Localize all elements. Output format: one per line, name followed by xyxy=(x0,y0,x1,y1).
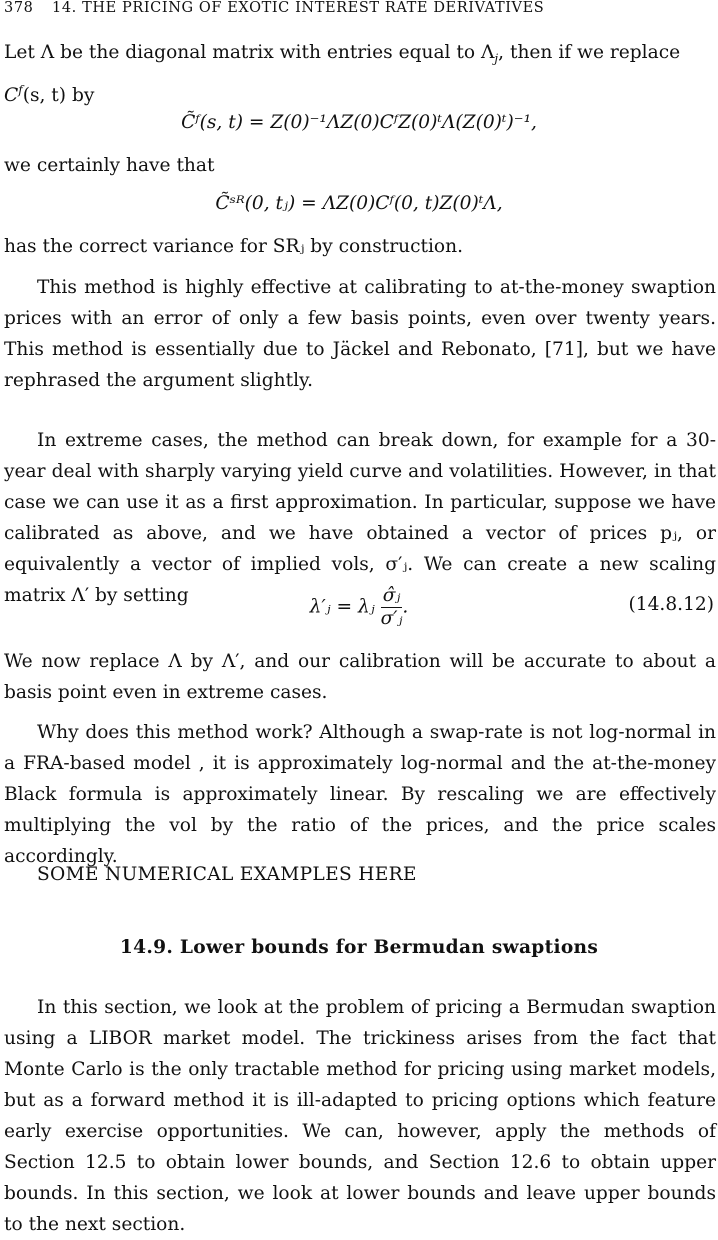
equation-3-lhs: λ′ⱼ = λⱼ xyxy=(309,596,375,618)
equation-3-denominator: σ′ⱼ xyxy=(380,608,403,629)
text-correct-variance: has the correct variance for SRⱼ by construction. xyxy=(4,236,463,257)
numerical-examples-placeholder: SOME NUMERICAL EXAMPLES HERE xyxy=(37,864,417,885)
equation-14-8-12 xyxy=(0,585,718,630)
paragraph-calibration-effective: This method is highly effective at calibrating to at-the-money swaption prices with an error of only a few basis points, even over twenty years. This method is essentially due to Jäckel and Rebonato, [71], but we have rephrased the argument slightly. xyxy=(4,277,716,391)
section-heading-14-9: 14.9. Lower bounds for Bermudan swaptions xyxy=(119,937,599,958)
running-header xyxy=(4,0,714,20)
equation-3-fraction xyxy=(381,585,403,630)
intro-text-2: , then if we replace xyxy=(498,42,681,63)
intro-symbol-c: C xyxy=(4,84,19,106)
paragraph-bermudan-intro: In this section, we look at the problem of pricing a Bermudan swaption using a LIBOR market model. The trickiness arises from the fact that Monte Carlo is the only tractable method for pricing using market models, but as a forward method it is ill-adapted to pricing options which feature early exercise opportunities. We can, however, apply the methods of Section 12.5 to obtain lower bounds, and Section 12.6 to obtain upper bounds. In this section, we look at lower bounds and leave upper bounds to the next section. xyxy=(4,997,716,1235)
equation-number: (14.8.12) xyxy=(628,594,714,615)
intro-text-3: (s, t) by xyxy=(22,84,95,106)
equation-3-tail: . xyxy=(402,596,409,618)
page-number: 378 xyxy=(4,0,34,16)
paragraph-extreme-cases: In extreme cases, the method can break down, for example for a 30-year deal with sharply varying yield curve and volatilities. However, in that case we can use it as a first approximation. In particular, suppose we have calibrated as above, and we have obtained a vector of prices pⱼ, or equivalently a vector of implied vols, σ′ⱼ. We can create a new scaling matrix Λ′ by setting xyxy=(4,430,716,606)
running-head-title: 14. THE PRICING OF EXOTIC INTEREST RATE DERIVATIVES xyxy=(52,0,545,16)
equation-2: C̃ˢᴿ(0, tⱼ) = ΛZ(0)Cᶠ(0, t)Z(0)ᵗΛ, xyxy=(215,193,503,214)
paragraph-why-method-works: Why does this method work? Although a swap-rate is not log-normal in a FRA-based model , it is approximately log-normal and the at-the-money Black formula is approximately linear. By rescaling we are effectively multiplying the vol by the ratio of the prices, and the price scales accordingly. xyxy=(4,722,716,867)
text-certainly-have: we certainly have that xyxy=(4,155,215,176)
equation-3-numerator: σ̂ⱼ xyxy=(381,585,403,608)
intro-superscript: f xyxy=(18,82,23,97)
intro-paragraph xyxy=(4,37,716,111)
intro-subscript: j xyxy=(494,51,499,66)
paragraph-replace-lambda: We now replace Λ by Λ′, and our calibration will be accurate to about a basis point even in extreme cases. xyxy=(4,651,716,703)
equation-1: C̃ᶠ(s, t) = Z(0)⁻¹ΛZ(0)CᶠZ(0)ᵗΛ(Z(0)ᵗ)⁻¹, xyxy=(181,112,537,133)
intro-text-1: Let Λ be the diagonal matrix with entries equal to Λ xyxy=(4,42,495,63)
